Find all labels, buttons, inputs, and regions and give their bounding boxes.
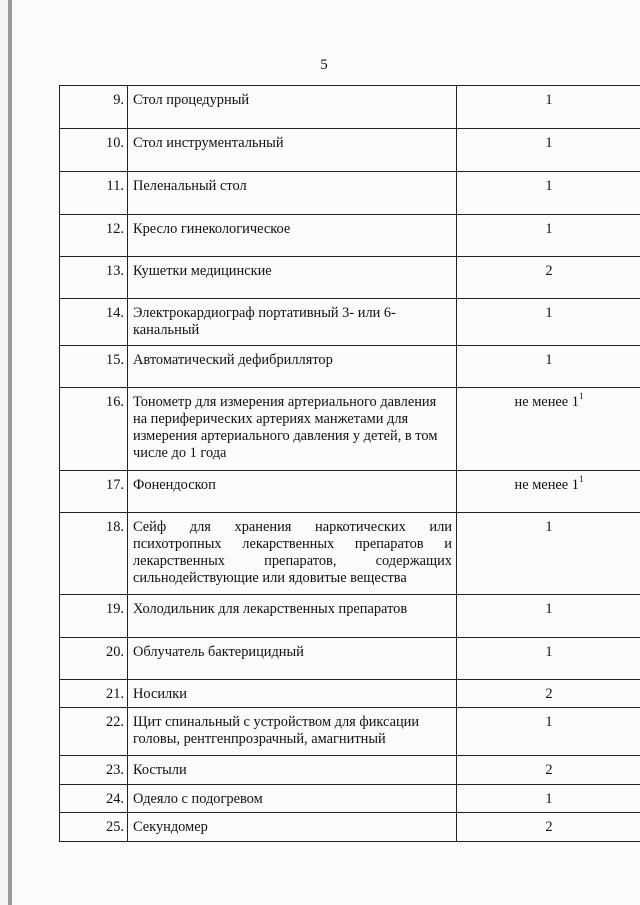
table-row: [60, 215, 640, 257]
quantity-value: 1: [545, 92, 553, 108]
table-row: [60, 129, 640, 172]
quantity-value: 1: [545, 178, 553, 194]
quantity-value: 1: [545, 644, 553, 660]
item-name: Кушетки медицинские: [128, 257, 457, 299]
row-number: 19.: [60, 595, 128, 638]
quantity-value: 1: [545, 135, 553, 151]
item-quantity: [457, 638, 640, 680]
item-name: Электрокардиограф портативный 3- или 6-канальный: [128, 299, 457, 346]
row-number: 15.: [60, 346, 128, 388]
table-row: [60, 708, 640, 756]
row-number: 22.: [60, 708, 128, 756]
quantity-value: 2: [545, 263, 553, 279]
table-row: [60, 471, 640, 513]
item-quantity: [457, 595, 640, 638]
item-quantity: [457, 257, 640, 299]
quantity-value: 1: [545, 352, 553, 368]
page-number: 5: [320, 57, 328, 73]
table-row: [60, 595, 640, 638]
scan-edge: [8, 0, 12, 905]
table-row: [60, 346, 640, 388]
quantity-value: 1: [545, 791, 553, 807]
item-quantity: [457, 813, 640, 842]
item-name: Кресло гинекологическое: [128, 215, 457, 257]
quantity-value: не менее 1: [514, 394, 579, 410]
row-number: 13.: [60, 257, 128, 299]
item-name: Секундомер: [128, 813, 457, 842]
document-page: [8, 0, 640, 905]
item-quantity: [457, 708, 640, 756]
item-quantity: [457, 680, 640, 708]
item-name: Фонендоскоп: [128, 471, 457, 513]
quantity-value: 2: [545, 686, 553, 702]
row-number: 11.: [60, 172, 128, 215]
item-name: Щит спинальный с устройством для фиксации головы, рентгенпрозрачный, амагнитный: [128, 708, 457, 756]
item-quantity: [457, 172, 640, 215]
row-number: 23.: [60, 756, 128, 785]
row-number: 16.: [60, 388, 128, 471]
item-quantity: [457, 215, 640, 257]
item-quantity: [457, 513, 640, 595]
quantity-value: 1: [545, 519, 553, 535]
item-name: Одеяло с подогревом: [128, 785, 457, 813]
row-number: 9.: [60, 86, 128, 129]
row-number: 17.: [60, 471, 128, 513]
row-number: 14.: [60, 299, 128, 346]
row-number: 18.: [60, 513, 128, 595]
table-row: [60, 388, 640, 471]
quantity-value: 1: [545, 601, 553, 617]
table-row: [60, 756, 640, 785]
table-row: [60, 299, 640, 346]
equipment-table: [59, 85, 640, 842]
item-name: Холодильник для лекарственных препаратов: [128, 595, 457, 638]
item-name: Автоматический дефибриллятор: [128, 346, 457, 388]
row-number: 10.: [60, 129, 128, 172]
quantity-value: не менее 1: [514, 477, 579, 493]
item-quantity: [457, 346, 640, 388]
row-number: 25.: [60, 813, 128, 842]
item-name: Костыли: [128, 756, 457, 785]
quantity-value: 1: [545, 221, 553, 237]
quantity-value: 2: [545, 762, 553, 778]
table-row: [60, 86, 640, 129]
quantity-value: 1: [545, 714, 553, 730]
item-name: Облучатель бактерицидный: [128, 638, 457, 680]
row-number: 12.: [60, 215, 128, 257]
quantity-value: 2: [545, 819, 553, 835]
item-quantity: [457, 388, 640, 471]
item-quantity: [457, 471, 640, 513]
item-quantity: [457, 299, 640, 346]
row-number: 20.: [60, 638, 128, 680]
item-name: Стол инструментальный: [128, 129, 457, 172]
item-name: Носилки: [128, 680, 457, 708]
table-row: [60, 785, 640, 813]
table-row: [60, 513, 640, 595]
item-name: Сейф для хранения наркотических или психотропных лекарственных препаратов и лекарственных препаратов, содержащих сильнодействующие или ядовитые вещества: [128, 513, 457, 595]
table-row: [60, 680, 640, 708]
table-row: [60, 813, 640, 842]
item-quantity: [457, 86, 640, 129]
footnote-mark: 1: [578, 474, 584, 484]
item-name: Стол процедурный: [128, 86, 457, 129]
item-name: Тонометр для измерения артериального давления на периферических артериях манжетами для измерения артериального давления у детей, в том числе до 1 года: [128, 388, 457, 471]
row-number: 21.: [60, 680, 128, 708]
quantity-value: 1: [545, 305, 553, 321]
table-row: [60, 638, 640, 680]
item-quantity: [457, 756, 640, 785]
item-name: Пеленальный стол: [128, 172, 457, 215]
footnote-mark: 1: [578, 391, 584, 401]
table-row: [60, 257, 640, 299]
item-quantity: [457, 785, 640, 813]
row-number: 24.: [60, 785, 128, 813]
item-quantity: [457, 129, 640, 172]
table-row: [60, 172, 640, 215]
